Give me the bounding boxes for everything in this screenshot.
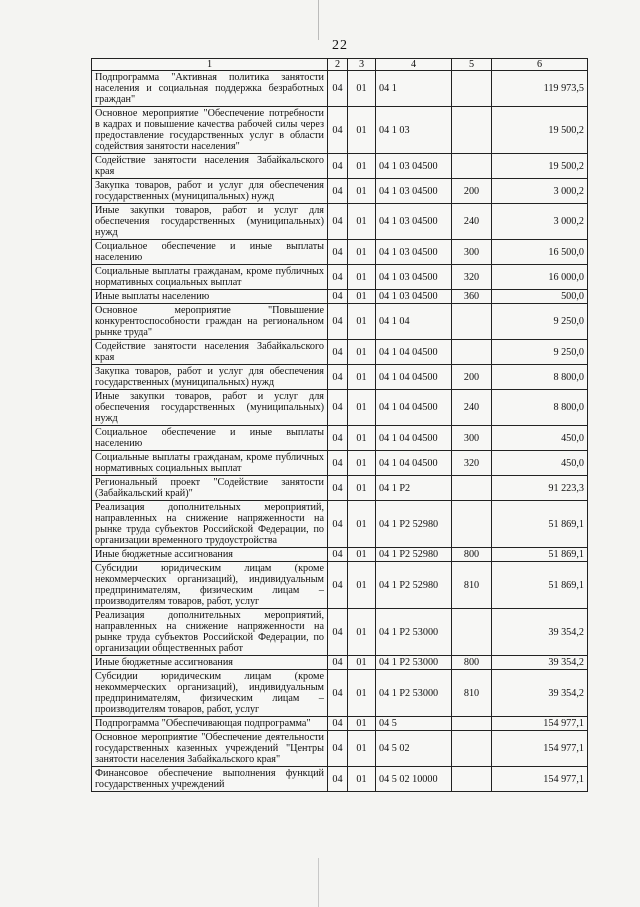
expense-type-cell: 240: [452, 390, 492, 426]
amount-cell: 450,0: [492, 451, 588, 476]
expense-type-cell: 810: [452, 562, 492, 609]
expense-type-cell: 360: [452, 290, 492, 304]
amount-cell: 3 000,2: [492, 179, 588, 204]
column-header: 2: [328, 59, 348, 71]
expense-type-cell: 800: [452, 656, 492, 670]
table-row: [92, 365, 588, 390]
subsection-code-cell: 01: [348, 290, 376, 304]
target-article-cell: 04 1 04 04500: [376, 426, 452, 451]
table-row: [92, 240, 588, 265]
table-row: [92, 501, 588, 548]
row-name-cell: Содействие занятости населения Забайкальского края: [92, 154, 328, 179]
row-name-cell: Иные бюджетные ассигнования: [92, 548, 328, 562]
budget-table: [91, 58, 588, 792]
subsection-code-cell: 01: [348, 562, 376, 609]
amount-cell: 19 500,2: [492, 154, 588, 179]
expense-type-cell: [452, 476, 492, 501]
section-code-cell: 04: [328, 476, 348, 501]
subsection-code-cell: 01: [348, 154, 376, 179]
section-code-cell: 04: [328, 426, 348, 451]
subsection-code-cell: 01: [348, 390, 376, 426]
amount-cell: 8 800,0: [492, 390, 588, 426]
target-article-cell: 04 1 04 04500: [376, 340, 452, 365]
amount-cell: 16 000,0: [492, 265, 588, 290]
section-code-cell: 04: [328, 340, 348, 365]
target-article-cell: 04 1 P2 53000: [376, 670, 452, 717]
section-code-cell: 04: [328, 204, 348, 240]
table-row: [92, 476, 588, 501]
expense-type-cell: [452, 304, 492, 340]
row-name-cell: Финансовое обеспечение выполнения функций государственных учреждений: [92, 767, 328, 792]
expense-type-cell: 300: [452, 240, 492, 265]
amount-cell: 19 500,2: [492, 107, 588, 154]
row-name-cell: Подпрограмма "Активная политика занятости населения и социальная поддержка безработных граждан": [92, 71, 328, 107]
amount-cell: 9 250,0: [492, 304, 588, 340]
amount-cell: 39 354,2: [492, 656, 588, 670]
section-code-cell: 04: [328, 548, 348, 562]
target-article-cell: 04 1 04 04500: [376, 451, 452, 476]
subsection-code-cell: 01: [348, 340, 376, 365]
row-name-cell: Реализация дополнительных мероприятий, направленных на снижение напряженности на рынке труда субъектов Российской Федерации, по организации общественных работ: [92, 609, 328, 656]
target-article-cell: 04 1 03 04500: [376, 290, 452, 304]
subsection-code-cell: 01: [348, 476, 376, 501]
target-article-cell: 04 1 P2 52980: [376, 548, 452, 562]
subsection-code-cell: 01: [348, 501, 376, 548]
table-row: [92, 562, 588, 609]
section-code-cell: 04: [328, 240, 348, 265]
expense-type-cell: 200: [452, 365, 492, 390]
amount-cell: 450,0: [492, 426, 588, 451]
row-name-cell: Закупка товаров, работ и услуг для обеспечения государственных (муниципальных) нужд: [92, 179, 328, 204]
amount-cell: 154 977,1: [492, 731, 588, 767]
amount-cell: 154 977,1: [492, 767, 588, 792]
table-row: [92, 670, 588, 717]
section-code-cell: 04: [328, 731, 348, 767]
expense-type-cell: [452, 71, 492, 107]
section-code-cell: 04: [328, 154, 348, 179]
section-code-cell: 04: [328, 179, 348, 204]
amount-cell: 119 973,5: [492, 71, 588, 107]
table-row: [92, 340, 588, 365]
target-article-cell: 04 1 03 04500: [376, 240, 452, 265]
page-number: 22: [332, 38, 348, 53]
expense-type-cell: 810: [452, 670, 492, 717]
target-article-cell: 04 5 02 10000: [376, 767, 452, 792]
expense-type-cell: [452, 107, 492, 154]
row-name-cell: Содействие занятости населения Забайкальского края: [92, 340, 328, 365]
target-article-cell: 04 1 03: [376, 107, 452, 154]
row-name-cell: Субсидии юридическим лицам (кроме некоммерческих организаций), индивидуальным предпринимателям, физическим лицам – производителям товаров, работ, услуг: [92, 562, 328, 609]
subsection-code-cell: 01: [348, 365, 376, 390]
table-row: [92, 265, 588, 290]
column-header: 6: [492, 59, 588, 71]
target-article-cell: 04 1 03 04500: [376, 154, 452, 179]
table-row: [92, 767, 588, 792]
scan-edge-line: [318, 0, 319, 40]
table-row: [92, 390, 588, 426]
subsection-code-cell: 01: [348, 107, 376, 154]
amount-cell: 3 000,2: [492, 204, 588, 240]
column-header: 3: [348, 59, 376, 71]
subsection-code-cell: 01: [348, 240, 376, 265]
row-name-cell: Иные выплаты населению: [92, 290, 328, 304]
table-row: [92, 204, 588, 240]
amount-cell: 9 250,0: [492, 340, 588, 365]
amount-cell: 8 800,0: [492, 365, 588, 390]
table-row: [92, 71, 588, 107]
target-article-cell: 04 5 02: [376, 731, 452, 767]
amount-cell: 500,0: [492, 290, 588, 304]
subsection-code-cell: 01: [348, 451, 376, 476]
section-code-cell: 04: [328, 451, 348, 476]
table-row: [92, 717, 588, 731]
expense-type-cell: 300: [452, 426, 492, 451]
table-row: [92, 731, 588, 767]
section-code-cell: 04: [328, 717, 348, 731]
row-name-cell: Закупка товаров, работ и услуг для обеспечения государственных (муниципальных) нужд: [92, 365, 328, 390]
subsection-code-cell: 01: [348, 265, 376, 290]
subsection-code-cell: 01: [348, 731, 376, 767]
row-name-cell: Социальное обеспечение и иные выплаты населению: [92, 426, 328, 451]
section-code-cell: 04: [328, 304, 348, 340]
expense-type-cell: 800: [452, 548, 492, 562]
section-code-cell: 04: [328, 501, 348, 548]
section-code-cell: 04: [328, 670, 348, 717]
target-article-cell: 04 1 04 04500: [376, 365, 452, 390]
row-name-cell: Субсидии юридическим лицам (кроме некоммерческих организаций), индивидуальным предпринимателям, физическим лицам – производителям товаров, работ, услуг: [92, 670, 328, 717]
section-code-cell: 04: [328, 562, 348, 609]
target-article-cell: 04 1 P2 53000: [376, 609, 452, 656]
row-name-cell: Основное мероприятие "Обеспечение потребности в кадрах и повышение качества рабочей силы через предоставление государственных услуг в области содействия занятости населения": [92, 107, 328, 154]
section-code-cell: 04: [328, 290, 348, 304]
subsection-code-cell: 01: [348, 71, 376, 107]
table-row: [92, 290, 588, 304]
amount-cell: 91 223,3: [492, 476, 588, 501]
scan-edge-line: [318, 858, 319, 907]
column-header: 5: [452, 59, 492, 71]
row-name-cell: Основное мероприятие "Обеспечение деятельности государственных казенных учреждений "Центры занятости населения Забайкальского края": [92, 731, 328, 767]
table-row: [92, 426, 588, 451]
amount-cell: 51 869,1: [492, 562, 588, 609]
table-row: [92, 154, 588, 179]
target-article-cell: 04 5: [376, 717, 452, 731]
section-code-cell: 04: [328, 656, 348, 670]
subsection-code-cell: 01: [348, 609, 376, 656]
table-row: [92, 304, 588, 340]
row-name-cell: Социальные выплаты гражданам, кроме публичных нормативных социальных выплат: [92, 451, 328, 476]
target-article-cell: 04 1 P2 52980: [376, 501, 452, 548]
subsection-code-cell: 01: [348, 717, 376, 731]
subsection-code-cell: 01: [348, 204, 376, 240]
row-name-cell: Региональный проект "Содействие занятости (Забайкальский край)": [92, 476, 328, 501]
amount-cell: 51 869,1: [492, 548, 588, 562]
row-name-cell: Социальное обеспечение и иные выплаты населению: [92, 240, 328, 265]
amount-cell: 51 869,1: [492, 501, 588, 548]
row-name-cell: Основное мероприятие "Повышение конкурентоспособности граждан на региональном рынке труда": [92, 304, 328, 340]
subsection-code-cell: 01: [348, 767, 376, 792]
column-header: 4: [376, 59, 452, 71]
row-name-cell: Иные бюджетные ассигнования: [92, 656, 328, 670]
expense-type-cell: 240: [452, 204, 492, 240]
section-code-cell: 04: [328, 609, 348, 656]
section-code-cell: 04: [328, 767, 348, 792]
amount-cell: 154 977,1: [492, 717, 588, 731]
subsection-code-cell: 01: [348, 656, 376, 670]
subsection-code-cell: 01: [348, 670, 376, 717]
row-name-cell: Социальные выплаты гражданам, кроме публичных нормативных социальных выплат: [92, 265, 328, 290]
row-name-cell: Иные закупки товаров, работ и услуг для обеспечения государственных (муниципальных) нужд: [92, 204, 328, 240]
table-row: [92, 609, 588, 656]
section-code-cell: 04: [328, 107, 348, 154]
column-header: 1: [92, 59, 328, 71]
expense-type-cell: [452, 731, 492, 767]
target-article-cell: 04 1 04 04500: [376, 390, 452, 426]
expense-type-cell: 320: [452, 451, 492, 476]
target-article-cell: 04 1 P2 53000: [376, 656, 452, 670]
table-row: [92, 451, 588, 476]
expense-type-cell: [452, 501, 492, 548]
table-row: [92, 107, 588, 154]
subsection-code-cell: 01: [348, 548, 376, 562]
section-code-cell: 04: [328, 390, 348, 426]
expense-type-cell: 320: [452, 265, 492, 290]
target-article-cell: 04 1 03 04500: [376, 204, 452, 240]
table-row: [92, 548, 588, 562]
amount-cell: 39 354,2: [492, 609, 588, 656]
expense-type-cell: [452, 154, 492, 179]
expense-type-cell: 200: [452, 179, 492, 204]
subsection-code-cell: 01: [348, 179, 376, 204]
table-body: [92, 71, 588, 792]
section-code-cell: 04: [328, 71, 348, 107]
column-header-row: [92, 59, 588, 71]
expense-type-cell: [452, 609, 492, 656]
amount-cell: 16 500,0: [492, 240, 588, 265]
table-row: [92, 656, 588, 670]
target-article-cell: 04 1 P2: [376, 476, 452, 501]
section-code-cell: 04: [328, 265, 348, 290]
row-name-cell: Реализация дополнительных мероприятий, направленных на снижение напряженности на рынке труда субъектов Российской Федерации, по организации временного трудоустройства: [92, 501, 328, 548]
subsection-code-cell: 01: [348, 426, 376, 451]
target-article-cell: 04 1 P2 52980: [376, 562, 452, 609]
table-row: [92, 179, 588, 204]
row-name-cell: Подпрограмма "Обеспечивающая подпрограмма": [92, 717, 328, 731]
target-article-cell: 04 1 03 04500: [376, 265, 452, 290]
section-code-cell: 04: [328, 365, 348, 390]
row-name-cell: Иные закупки товаров, работ и услуг для обеспечения государственных (муниципальных) нужд: [92, 390, 328, 426]
expense-type-cell: [452, 767, 492, 792]
target-article-cell: 04 1 03 04500: [376, 179, 452, 204]
expense-type-cell: [452, 717, 492, 731]
target-article-cell: 04 1: [376, 71, 452, 107]
subsection-code-cell: 01: [348, 304, 376, 340]
amount-cell: 39 354,2: [492, 670, 588, 717]
target-article-cell: 04 1 04: [376, 304, 452, 340]
expense-type-cell: [452, 340, 492, 365]
